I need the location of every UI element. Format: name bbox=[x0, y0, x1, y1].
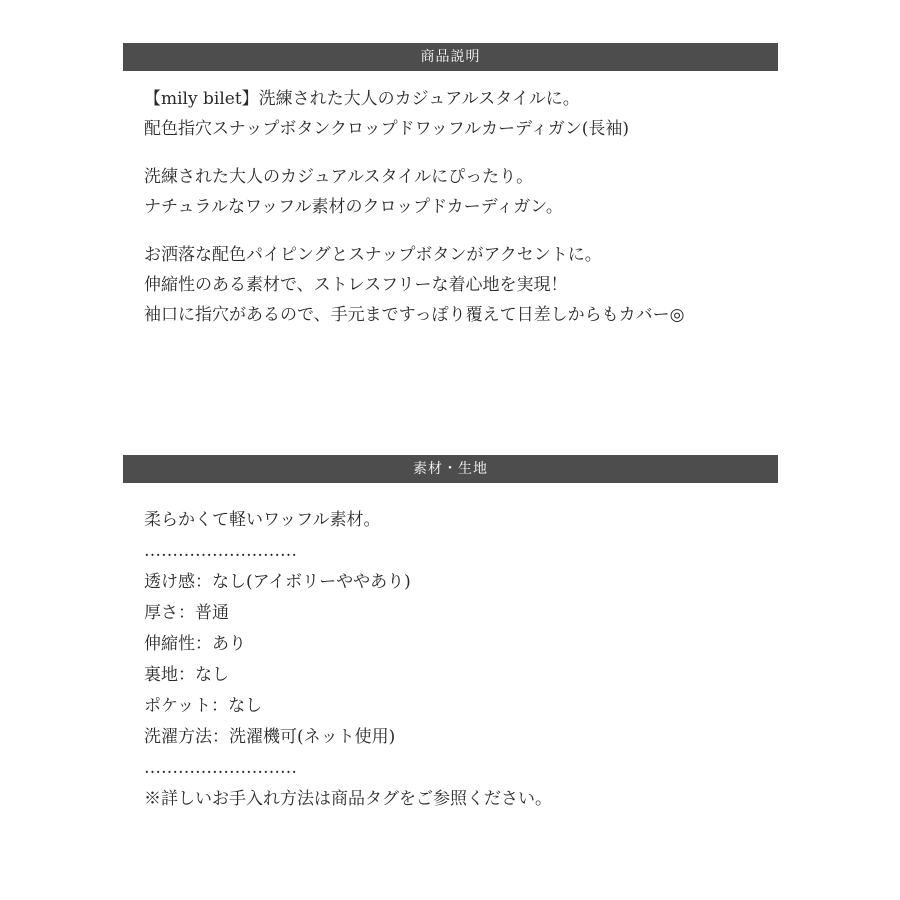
material-line: ※詳しいお手入れ方法は商品タグをご参照ください。 bbox=[144, 789, 552, 809]
material-line: 裏地：なし bbox=[144, 665, 229, 685]
paragraph-spacer bbox=[144, 144, 774, 162]
desc-line: 洗練された大人のカジュアルスタイルにぴったり。 bbox=[144, 167, 534, 187]
desc-line: ナチュラルなワッフル素材のクロップドカーディガン。 bbox=[144, 197, 563, 217]
material-line: 厚さ：普通 bbox=[144, 603, 229, 623]
description-body bbox=[144, 84, 774, 330]
section-header-description: 商品説明 bbox=[123, 43, 778, 71]
dotted-divider: ……………………… bbox=[144, 758, 297, 778]
material-body bbox=[144, 505, 774, 815]
dotted-divider: ……………………… bbox=[144, 541, 297, 561]
desc-line: お洒落な配色パイピングとスナップボタンがアクセントに。 bbox=[144, 245, 602, 265]
material-line: 柔らかくて軽いワッフル素材。 bbox=[144, 510, 381, 530]
desc-line: 伸縮性のある素材で、ストレスフリーな着心地を実現！ bbox=[144, 275, 568, 295]
paragraph-spacer bbox=[144, 222, 774, 240]
desc-line: 配色指穴スナップボタンクロップドワッフルカーディガン(長袖) bbox=[144, 119, 630, 139]
desc-line: 【mily bilet】洗練された大人のカジュアルスタイルに。 bbox=[144, 89, 580, 109]
material-line: 透け感：なし(アイボリーややあり) bbox=[144, 572, 411, 592]
material-line: ポケット：なし bbox=[144, 696, 263, 716]
desc-line: 袖口に指穴があるので、手元まですっぽり覆えて日差しからもカバー◎ bbox=[144, 305, 685, 325]
material-line: 洗濯方法：洗濯機可(ネット使用) bbox=[144, 727, 396, 747]
material-line: 伸縮性：あり bbox=[144, 634, 246, 654]
section-header-material: 素材・生地 bbox=[123, 455, 778, 483]
